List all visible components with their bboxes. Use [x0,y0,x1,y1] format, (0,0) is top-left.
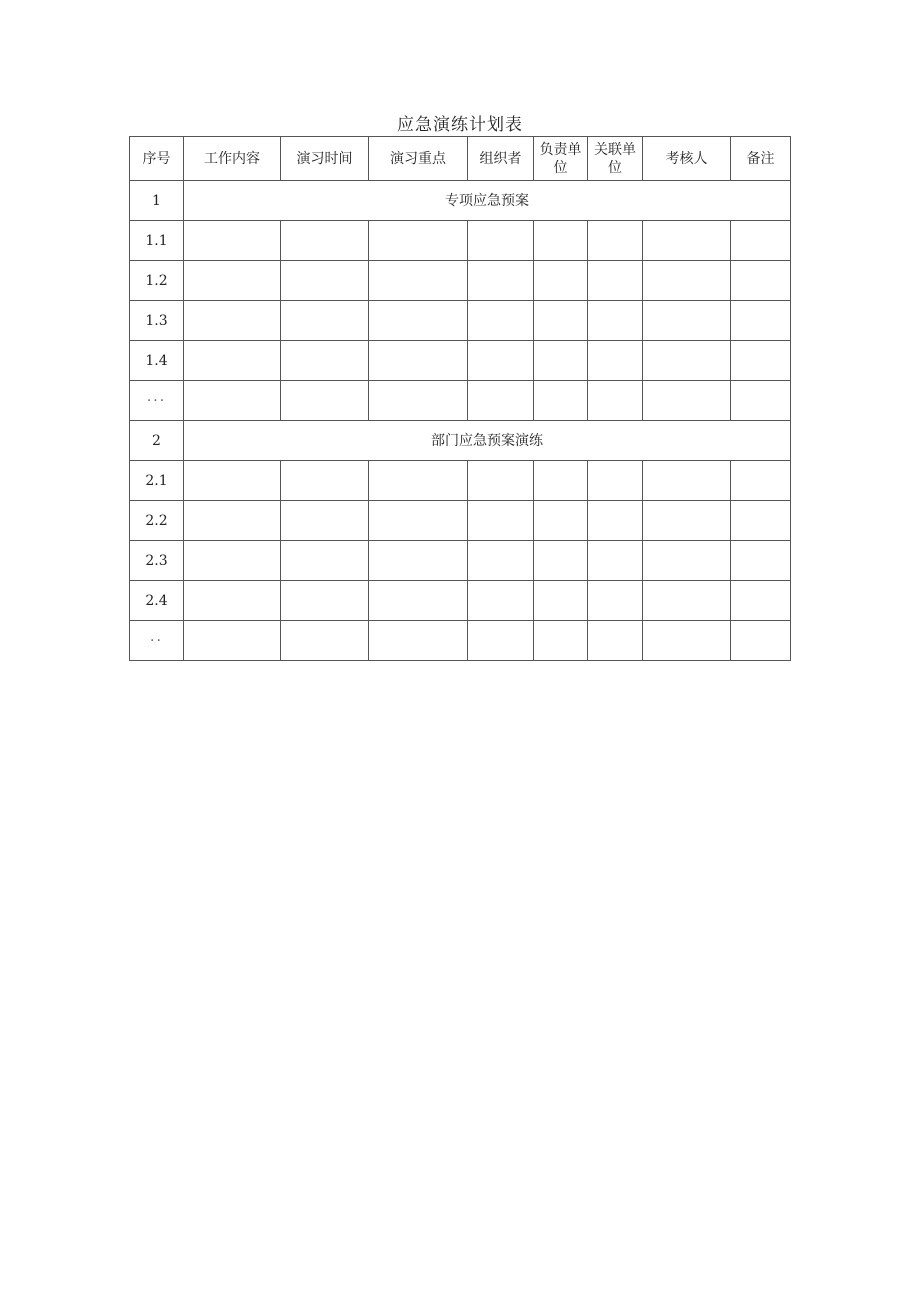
row-number: 2.3 [130,541,184,581]
row-number: 1.3 [130,301,184,341]
header-cell-responsible-unit: 负责单位 [534,137,588,181]
cell-remarks [731,621,791,661]
section-row [130,421,791,461]
table-row [130,261,791,301]
cell-focus [369,581,468,621]
cell-organizer [468,381,534,421]
table-row [130,461,791,501]
cell-assessor [643,501,731,541]
cell-organizer [468,541,534,581]
section-row [130,181,791,221]
cell-assessor [643,341,731,381]
cell-content [184,461,281,501]
cell-content [184,541,281,581]
table-row [130,621,791,661]
cell-related-unit [588,621,643,661]
cell-content [184,381,281,421]
cell-organizer [468,301,534,341]
cell-remarks [731,581,791,621]
cell-related-unit [588,341,643,381]
cell-assessor [643,381,731,421]
cell-remarks [731,381,791,421]
row-number: 1.2 [130,261,184,301]
section-number: 1 [130,181,184,221]
cell-responsible-unit [534,461,588,501]
cell-content [184,221,281,261]
cell-assessor [643,541,731,581]
header-cell-assessor: 考核人 [643,137,731,181]
cell-time [281,381,369,421]
table-row [130,381,791,421]
table-header-row [130,137,791,181]
cell-remarks [731,541,791,581]
cell-time [281,621,369,661]
row-number: 2.1 [130,461,184,501]
table-row [130,341,791,381]
cell-content [184,301,281,341]
cell-responsible-unit [534,581,588,621]
cell-time [281,221,369,261]
cell-remarks [731,461,791,501]
cell-content [184,581,281,621]
cell-organizer [468,261,534,301]
cell-related-unit [588,301,643,341]
header-cell-focus: 演习重点 [369,137,468,181]
cell-organizer [468,461,534,501]
cell-content [184,341,281,381]
header-cell-related-unit: 关联单位 [588,137,643,181]
cell-focus [369,261,468,301]
header-cell-organizer: 组织者 [468,137,534,181]
cell-content [184,261,281,301]
cell-focus [369,381,468,421]
cell-remarks [731,221,791,261]
table-row [130,501,791,541]
cell-focus [369,501,468,541]
table-row [130,541,791,581]
cell-organizer [468,581,534,621]
section-name: 部门应急预案演练 [184,421,791,461]
cell-related-unit [588,461,643,501]
cell-related-unit [588,541,643,581]
cell-time [281,461,369,501]
cell-organizer [468,501,534,541]
header-cell-remarks: 备注 [731,137,791,181]
cell-assessor [643,221,731,261]
cell-time [281,341,369,381]
table-row [130,301,791,341]
cell-remarks [731,261,791,301]
cell-responsible-unit [534,221,588,261]
cell-focus [369,221,468,261]
cell-focus [369,301,468,341]
cell-assessor [643,301,731,341]
cell-remarks [731,301,791,341]
cell-responsible-unit [534,301,588,341]
cell-remarks [731,341,791,381]
cell-remarks [731,501,791,541]
cell-time [281,261,369,301]
cell-responsible-unit [534,621,588,661]
cell-responsible-unit [534,341,588,381]
header-cell-time: 演习时间 [281,137,369,181]
table-row [130,581,791,621]
cell-organizer [468,341,534,381]
row-number: 2.4 [130,581,184,621]
cell-responsible-unit [534,501,588,541]
cell-related-unit [588,501,643,541]
section-number: 2 [130,421,184,461]
cell-related-unit [588,221,643,261]
cell-related-unit [588,261,643,301]
cell-responsible-unit [534,381,588,421]
table-row [130,221,791,261]
cell-related-unit [588,581,643,621]
cell-assessor [643,621,731,661]
cell-organizer [468,221,534,261]
cell-time [281,581,369,621]
row-number: ··· [130,381,184,421]
cell-time [281,301,369,341]
cell-focus [369,461,468,501]
row-number: 1.4 [130,341,184,381]
cell-assessor [643,581,731,621]
cell-organizer [468,621,534,661]
cell-responsible-unit [534,541,588,581]
header-cell-number: 序号 [130,137,184,181]
cell-focus [369,341,468,381]
cell-assessor [643,261,731,301]
cell-focus [369,541,468,581]
cell-assessor [643,461,731,501]
row-number: 2.2 [130,501,184,541]
cell-responsible-unit [534,261,588,301]
row-number: 1.1 [130,221,184,261]
cell-related-unit [588,381,643,421]
cell-content [184,621,281,661]
row-number: ·· [130,621,184,661]
cell-focus [369,621,468,661]
cell-time [281,541,369,581]
cell-time [281,501,369,541]
cell-content [184,501,281,541]
section-name: 专项应急预案 [184,181,791,221]
header-cell-content: 工作内容 [184,137,281,181]
page-title: 应急演练计划表 [397,115,523,135]
drill-plan-table [129,136,791,661]
